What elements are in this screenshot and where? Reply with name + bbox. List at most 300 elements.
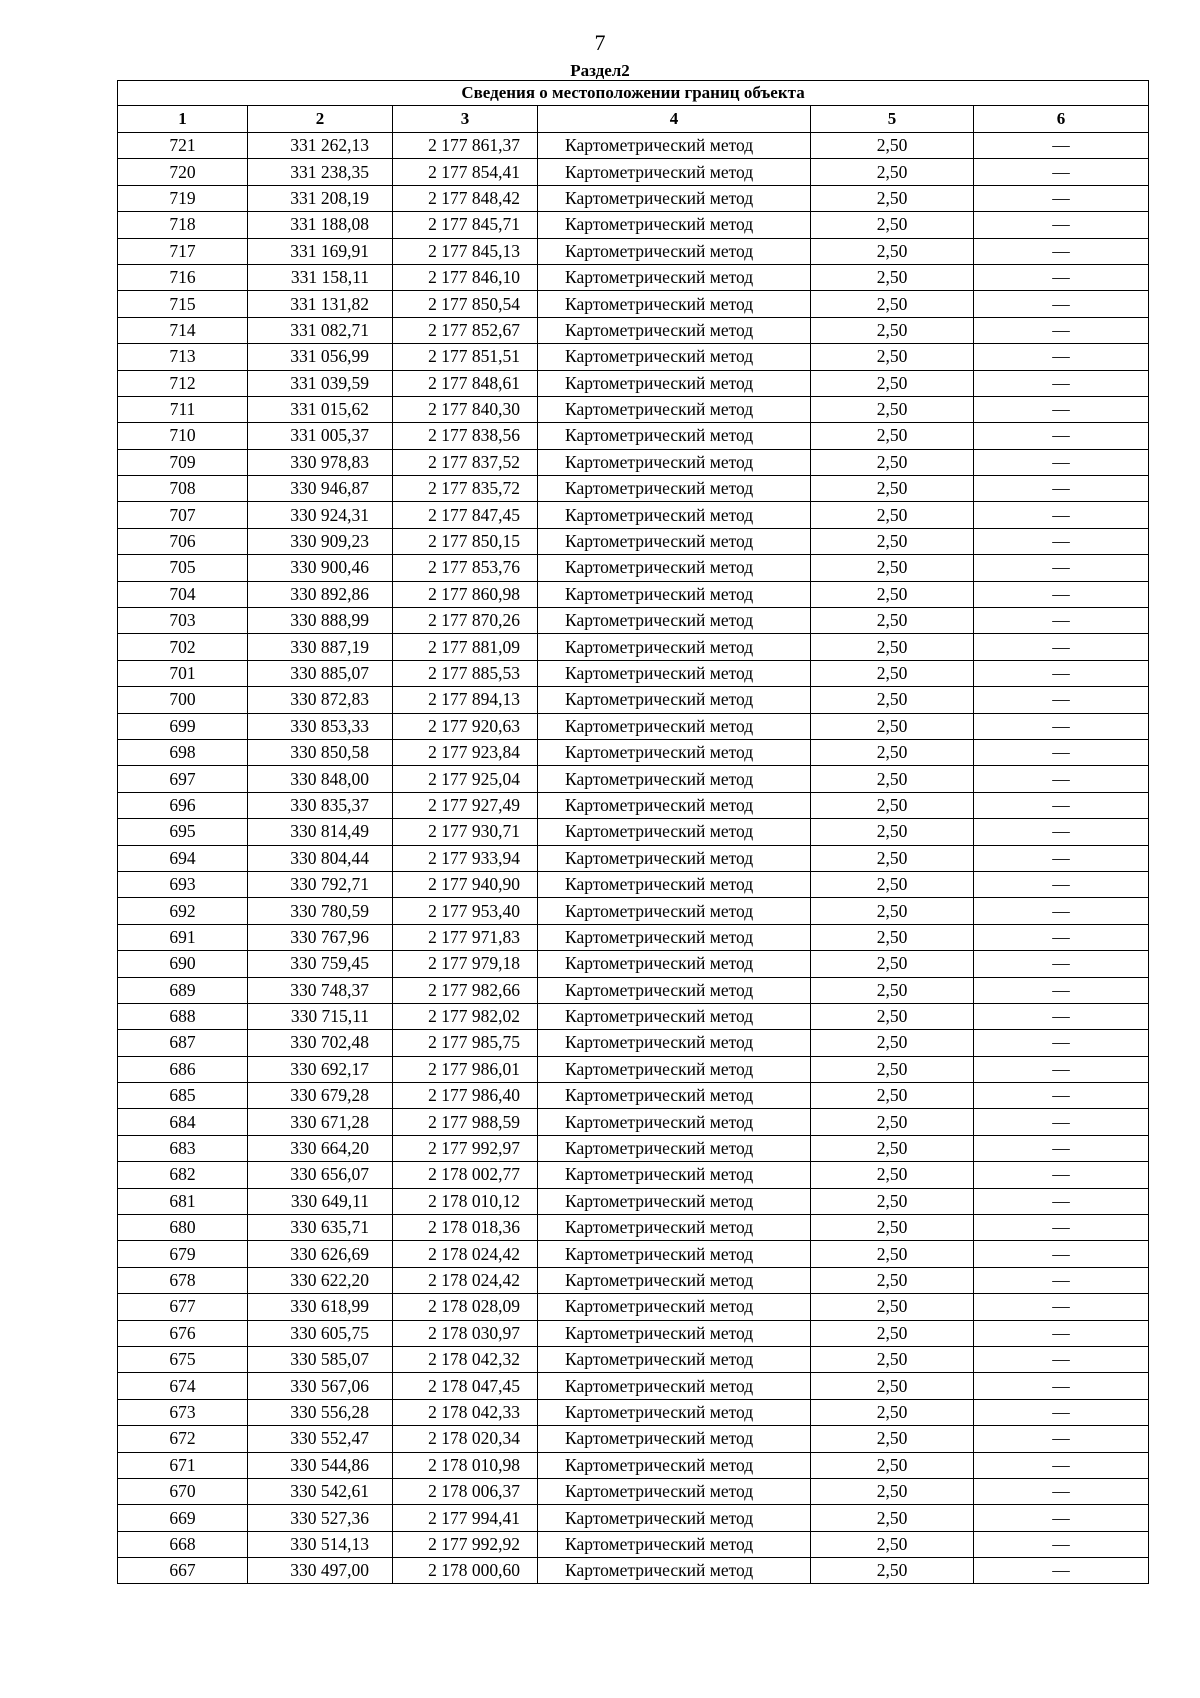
table-row <box>118 1003 1149 1029</box>
description-cell: — <box>974 1478 1149 1504</box>
x-coordinate-cell: 330 585,07 <box>248 1346 393 1372</box>
accuracy-cell: 2,50 <box>811 396 974 422</box>
point-number-cell: 702 <box>118 634 248 660</box>
x-coordinate-cell: 331 208,19 <box>248 185 393 211</box>
method-cell: Картометрический метод <box>538 476 811 502</box>
accuracy-cell: 2,50 <box>811 1109 974 1135</box>
accuracy-cell: 2,50 <box>811 898 974 924</box>
description-cell: — <box>974 1030 1149 1056</box>
point-number-cell: 692 <box>118 898 248 924</box>
x-coordinate-cell: 331 238,35 <box>248 159 393 185</box>
method-cell: Картометрический метод <box>538 528 811 554</box>
description-cell: — <box>974 1241 1149 1267</box>
table-row <box>118 792 1149 818</box>
table-row <box>118 819 1149 845</box>
method-cell: Картометрический метод <box>538 1241 811 1267</box>
table-row <box>118 739 1149 765</box>
x-coordinate-cell: 330 946,87 <box>248 476 393 502</box>
x-coordinate-cell: 330 848,00 <box>248 766 393 792</box>
method-cell: Картометрический метод <box>538 1426 811 1452</box>
table-row <box>118 660 1149 686</box>
y-coordinate-cell: 2 178 018,36 <box>393 1215 538 1241</box>
table-row <box>118 133 1149 159</box>
y-coordinate-cell: 2 177 986,40 <box>393 1083 538 1109</box>
table-row <box>118 766 1149 792</box>
method-cell: Картометрический метод <box>538 1320 811 1346</box>
description-cell: — <box>974 264 1149 290</box>
table-row <box>118 555 1149 581</box>
boundary-coordinates-table <box>117 80 1149 1584</box>
accuracy-cell: 2,50 <box>811 1320 974 1346</box>
x-coordinate-cell: 331 262,13 <box>248 133 393 159</box>
accuracy-cell: 2,50 <box>811 739 974 765</box>
x-coordinate-cell: 330 759,45 <box>248 951 393 977</box>
method-cell: Картометрический метод <box>538 924 811 950</box>
accuracy-cell: 2,50 <box>811 924 974 950</box>
point-number-cell: 672 <box>118 1426 248 1452</box>
point-number-cell: 694 <box>118 845 248 871</box>
description-cell: — <box>974 713 1149 739</box>
y-coordinate-cell: 2 177 853,76 <box>393 555 538 581</box>
y-coordinate-cell: 2 177 992,92 <box>393 1531 538 1557</box>
point-number-cell: 682 <box>118 1162 248 1188</box>
description-cell: — <box>974 1056 1149 1082</box>
description-cell: — <box>974 1399 1149 1425</box>
table-row <box>118 212 1149 238</box>
y-coordinate-cell: 2 178 042,32 <box>393 1346 538 1372</box>
description-cell: — <box>974 951 1149 977</box>
table-caption-row <box>118 81 1149 106</box>
x-coordinate-cell: 330 552,47 <box>248 1426 393 1452</box>
accuracy-cell: 2,50 <box>811 159 974 185</box>
x-coordinate-cell: 330 671,28 <box>248 1109 393 1135</box>
point-number-cell: 695 <box>118 819 248 845</box>
point-number-cell: 683 <box>118 1135 248 1161</box>
y-coordinate-cell: 2 177 971,83 <box>393 924 538 950</box>
point-number-cell: 693 <box>118 871 248 897</box>
description-cell: — <box>974 1003 1149 1029</box>
x-coordinate-cell: 330 909,23 <box>248 528 393 554</box>
accuracy-cell: 2,50 <box>811 1399 974 1425</box>
point-number-cell: 688 <box>118 1003 248 1029</box>
method-cell: Картометрический метод <box>538 1452 811 1478</box>
method-cell: Картометрический метод <box>538 238 811 264</box>
y-coordinate-cell: 2 177 979,18 <box>393 951 538 977</box>
table-row <box>118 1399 1149 1425</box>
method-cell: Картометрический метод <box>538 317 811 343</box>
table-row <box>118 317 1149 343</box>
method-cell: Картометрический метод <box>538 1531 811 1557</box>
table-row <box>118 1452 1149 1478</box>
method-cell: Картометрический метод <box>538 687 811 713</box>
point-number-cell: 671 <box>118 1452 248 1478</box>
description-cell: — <box>974 555 1149 581</box>
description-cell: — <box>974 871 1149 897</box>
accuracy-cell: 2,50 <box>811 1426 974 1452</box>
point-number-cell: 701 <box>118 660 248 686</box>
point-number-cell: 670 <box>118 1478 248 1504</box>
method-cell: Картометрический метод <box>538 1215 811 1241</box>
method-cell: Картометрический метод <box>538 1109 811 1135</box>
point-number-cell: 669 <box>118 1505 248 1531</box>
description-cell: — <box>974 1135 1149 1161</box>
y-coordinate-cell: 2 178 024,42 <box>393 1267 538 1293</box>
method-cell: Картометрический метод <box>538 555 811 581</box>
description-cell: — <box>974 819 1149 845</box>
y-coordinate-cell: 2 177 837,52 <box>393 449 538 475</box>
method-cell: Картометрический метод <box>538 951 811 977</box>
column-header: 6 <box>974 106 1149 133</box>
point-number-cell: 684 <box>118 1109 248 1135</box>
description-cell: — <box>974 1188 1149 1214</box>
point-number-cell: 668 <box>118 1531 248 1557</box>
y-coordinate-cell: 2 177 925,04 <box>393 766 538 792</box>
method-cell: Картометрический метод <box>538 1188 811 1214</box>
description-cell: — <box>974 792 1149 818</box>
accuracy-cell: 2,50 <box>811 766 974 792</box>
point-number-cell: 720 <box>118 159 248 185</box>
accuracy-cell: 2,50 <box>811 1003 974 1029</box>
accuracy-cell: 2,50 <box>811 1241 974 1267</box>
method-cell: Картометрический метод <box>538 185 811 211</box>
point-number-cell: 706 <box>118 528 248 554</box>
method-cell: Картометрический метод <box>538 370 811 396</box>
method-cell: Картометрический метод <box>538 396 811 422</box>
x-coordinate-cell: 330 656,07 <box>248 1162 393 1188</box>
x-coordinate-cell: 330 887,19 <box>248 634 393 660</box>
table-row <box>118 977 1149 1003</box>
accuracy-cell: 2,50 <box>811 819 974 845</box>
x-coordinate-cell: 330 892,86 <box>248 581 393 607</box>
point-number-cell: 700 <box>118 687 248 713</box>
table-row <box>118 871 1149 897</box>
accuracy-cell: 2,50 <box>811 845 974 871</box>
table-row <box>118 1083 1149 1109</box>
x-coordinate-cell: 330 792,71 <box>248 871 393 897</box>
table-row <box>118 238 1149 264</box>
description-cell: — <box>974 396 1149 422</box>
column-header-row <box>118 106 1149 133</box>
table-row <box>118 264 1149 290</box>
x-coordinate-cell: 330 978,83 <box>248 449 393 475</box>
description-cell: — <box>974 528 1149 554</box>
y-coordinate-cell: 2 177 847,45 <box>393 502 538 528</box>
method-cell: Картометрический метод <box>538 291 811 317</box>
table-row <box>118 1109 1149 1135</box>
point-number-cell: 709 <box>118 449 248 475</box>
accuracy-cell: 2,50 <box>811 555 974 581</box>
y-coordinate-cell: 2 177 848,42 <box>393 185 538 211</box>
description-cell: — <box>974 845 1149 871</box>
method-cell: Картометрический метод <box>538 449 811 475</box>
description-cell: — <box>974 1294 1149 1320</box>
x-coordinate-cell: 331 039,59 <box>248 370 393 396</box>
table-row <box>118 1267 1149 1293</box>
accuracy-cell: 2,50 <box>811 291 974 317</box>
x-coordinate-cell: 331 158,11 <box>248 264 393 290</box>
table-row <box>118 687 1149 713</box>
y-coordinate-cell: 2 177 840,30 <box>393 396 538 422</box>
accuracy-cell: 2,50 <box>811 502 974 528</box>
y-coordinate-cell: 2 178 002,77 <box>393 1162 538 1188</box>
method-cell: Картометрический метод <box>538 1346 811 1372</box>
accuracy-cell: 2,50 <box>811 977 974 1003</box>
x-coordinate-cell: 330 497,00 <box>248 1558 393 1584</box>
point-number-cell: 681 <box>118 1188 248 1214</box>
y-coordinate-cell: 2 177 838,56 <box>393 423 538 449</box>
description-cell: — <box>974 898 1149 924</box>
y-coordinate-cell: 2 177 854,41 <box>393 159 538 185</box>
method-cell: Картометрический метод <box>538 845 811 871</box>
point-number-cell: 677 <box>118 1294 248 1320</box>
description-cell: — <box>974 687 1149 713</box>
accuracy-cell: 2,50 <box>811 687 974 713</box>
table-row <box>118 898 1149 924</box>
method-cell: Картометрический метод <box>538 977 811 1003</box>
column-header: 3 <box>393 106 538 133</box>
point-number-cell: 704 <box>118 581 248 607</box>
accuracy-cell: 2,50 <box>811 1478 974 1504</box>
y-coordinate-cell: 2 178 010,12 <box>393 1188 538 1214</box>
x-coordinate-cell: 331 082,71 <box>248 317 393 343</box>
table-row <box>118 1373 1149 1399</box>
x-coordinate-cell: 330 649,11 <box>248 1188 393 1214</box>
accuracy-cell: 2,50 <box>811 185 974 211</box>
x-coordinate-cell: 330 622,20 <box>248 1267 393 1293</box>
method-cell: Картометрический метод <box>538 1030 811 1056</box>
x-coordinate-cell: 331 169,91 <box>248 238 393 264</box>
accuracy-cell: 2,50 <box>811 476 974 502</box>
x-coordinate-cell: 330 885,07 <box>248 660 393 686</box>
accuracy-cell: 2,50 <box>811 713 974 739</box>
accuracy-cell: 2,50 <box>811 1452 974 1478</box>
accuracy-cell: 2,50 <box>811 1373 974 1399</box>
description-cell: — <box>974 1452 1149 1478</box>
description-cell: — <box>974 423 1149 449</box>
x-coordinate-cell: 330 804,44 <box>248 845 393 871</box>
point-number-cell: 676 <box>118 1320 248 1346</box>
method-cell: Картометрический метод <box>538 423 811 449</box>
method-cell: Картометрический метод <box>538 792 811 818</box>
table-row <box>118 1241 1149 1267</box>
y-coordinate-cell: 2 178 028,09 <box>393 1294 538 1320</box>
x-coordinate-cell: 330 767,96 <box>248 924 393 950</box>
description-cell: — <box>974 1373 1149 1399</box>
method-cell: Картометрический метод <box>538 1083 811 1109</box>
description-cell: — <box>974 344 1149 370</box>
point-number-cell: 719 <box>118 185 248 211</box>
method-cell: Картометрический метод <box>538 264 811 290</box>
y-coordinate-cell: 2 177 985,75 <box>393 1030 538 1056</box>
table-row <box>118 845 1149 871</box>
point-number-cell: 678 <box>118 1267 248 1293</box>
y-coordinate-cell: 2 177 850,54 <box>393 291 538 317</box>
y-coordinate-cell: 2 177 982,02 <box>393 1003 538 1029</box>
table-row <box>118 924 1149 950</box>
method-cell: Картометрический метод <box>538 1135 811 1161</box>
x-coordinate-cell: 330 900,46 <box>248 555 393 581</box>
point-number-cell: 680 <box>118 1215 248 1241</box>
method-cell: Картометрический метод <box>538 502 811 528</box>
point-number-cell: 696 <box>118 792 248 818</box>
point-number-cell: 715 <box>118 291 248 317</box>
point-number-cell: 703 <box>118 608 248 634</box>
accuracy-cell: 2,50 <box>811 1294 974 1320</box>
y-coordinate-cell: 2 177 835,72 <box>393 476 538 502</box>
y-coordinate-cell: 2 177 852,67 <box>393 317 538 343</box>
page-number: 7 <box>594 30 606 55</box>
accuracy-cell: 2,50 <box>811 634 974 660</box>
table-row <box>118 581 1149 607</box>
method-cell: Картометрический метод <box>538 819 811 845</box>
x-coordinate-cell: 330 567,06 <box>248 1373 393 1399</box>
method-cell: Картометрический метод <box>538 1267 811 1293</box>
method-cell: Картометрический метод <box>538 660 811 686</box>
accuracy-cell: 2,50 <box>811 1346 974 1372</box>
table-row <box>118 502 1149 528</box>
description-cell: — <box>974 1162 1149 1188</box>
description-cell: — <box>974 1109 1149 1135</box>
y-coordinate-cell: 2 177 920,63 <box>393 713 538 739</box>
description-cell: — <box>974 608 1149 634</box>
x-coordinate-cell: 330 715,11 <box>248 1003 393 1029</box>
table-row <box>118 528 1149 554</box>
point-number-cell: 718 <box>118 212 248 238</box>
x-coordinate-cell: 330 850,58 <box>248 739 393 765</box>
x-coordinate-cell: 330 556,28 <box>248 1399 393 1425</box>
accuracy-cell: 2,50 <box>811 1267 974 1293</box>
method-cell: Картометрический метод <box>538 1399 811 1425</box>
point-number-cell: 712 <box>118 370 248 396</box>
table-row <box>118 1531 1149 1557</box>
y-coordinate-cell: 2 178 030,97 <box>393 1320 538 1346</box>
x-coordinate-cell: 330 635,71 <box>248 1215 393 1241</box>
accuracy-cell: 2,50 <box>811 344 974 370</box>
accuracy-cell: 2,50 <box>811 660 974 686</box>
method-cell: Картометрический метод <box>538 1558 811 1584</box>
x-coordinate-cell: 330 605,75 <box>248 1320 393 1346</box>
table-row <box>118 1320 1149 1346</box>
x-coordinate-cell: 331 131,82 <box>248 291 393 317</box>
x-coordinate-cell: 330 664,20 <box>248 1135 393 1161</box>
y-coordinate-cell: 2 177 994,41 <box>393 1505 538 1531</box>
table-body <box>118 133 1149 1584</box>
point-number-cell: 714 <box>118 317 248 343</box>
y-coordinate-cell: 2 177 861,37 <box>393 133 538 159</box>
x-coordinate-cell: 330 702,48 <box>248 1030 393 1056</box>
x-coordinate-cell: 330 679,28 <box>248 1083 393 1109</box>
y-coordinate-cell: 2 178 047,45 <box>393 1373 538 1399</box>
table-row <box>118 1478 1149 1504</box>
x-coordinate-cell: 331 005,37 <box>248 423 393 449</box>
description-cell: — <box>974 317 1149 343</box>
table-row <box>118 423 1149 449</box>
point-number-cell: 673 <box>118 1399 248 1425</box>
point-number-cell: 713 <box>118 344 248 370</box>
accuracy-cell: 2,50 <box>811 1030 974 1056</box>
y-coordinate-cell: 2 177 930,71 <box>393 819 538 845</box>
description-cell: — <box>974 977 1149 1003</box>
accuracy-cell: 2,50 <box>811 1056 974 1082</box>
point-number-cell: 691 <box>118 924 248 950</box>
x-coordinate-cell: 330 692,17 <box>248 1056 393 1082</box>
description-cell: — <box>974 581 1149 607</box>
y-coordinate-cell: 2 177 953,40 <box>393 898 538 924</box>
accuracy-cell: 2,50 <box>811 212 974 238</box>
description-cell: — <box>974 766 1149 792</box>
description-cell: — <box>974 924 1149 950</box>
table-row <box>118 1426 1149 1452</box>
description-cell: — <box>974 1426 1149 1452</box>
method-cell: Картометрический метод <box>538 581 811 607</box>
table-row <box>118 608 1149 634</box>
y-coordinate-cell: 2 177 988,59 <box>393 1109 538 1135</box>
y-coordinate-cell: 2 177 860,98 <box>393 581 538 607</box>
accuracy-cell: 2,50 <box>811 1505 974 1531</box>
accuracy-cell: 2,50 <box>811 449 974 475</box>
y-coordinate-cell: 2 177 885,53 <box>393 660 538 686</box>
y-coordinate-cell: 2 177 848,61 <box>393 370 538 396</box>
table-row <box>118 1162 1149 1188</box>
accuracy-cell: 2,50 <box>811 317 974 343</box>
accuracy-cell: 2,50 <box>811 1083 974 1109</box>
method-cell: Картометрический метод <box>538 1056 811 1082</box>
table-row <box>118 1030 1149 1056</box>
y-coordinate-cell: 2 177 986,01 <box>393 1056 538 1082</box>
table-caption: Сведения о местоположении границ объекта <box>118 81 1149 106</box>
table-row <box>118 344 1149 370</box>
method-cell: Картометрический метод <box>538 212 811 238</box>
method-cell: Картометрический метод <box>538 133 811 159</box>
y-coordinate-cell: 2 177 851,51 <box>393 344 538 370</box>
point-number-cell: 698 <box>118 739 248 765</box>
point-number-cell: 679 <box>118 1241 248 1267</box>
accuracy-cell: 2,50 <box>811 1162 974 1188</box>
x-coordinate-cell: 330 872,83 <box>248 687 393 713</box>
y-coordinate-cell: 2 178 042,33 <box>393 1399 538 1425</box>
y-coordinate-cell: 2 177 933,94 <box>393 845 538 871</box>
table-row <box>118 1346 1149 1372</box>
method-cell: Картометрический метод <box>538 608 811 634</box>
accuracy-cell: 2,50 <box>811 238 974 264</box>
accuracy-cell: 2,50 <box>811 370 974 396</box>
table-row <box>118 476 1149 502</box>
method-cell: Картометрический метод <box>538 1505 811 1531</box>
y-coordinate-cell: 2 177 846,10 <box>393 264 538 290</box>
table-row <box>118 396 1149 422</box>
method-cell: Картометрический метод <box>538 634 811 660</box>
description-cell: — <box>974 1267 1149 1293</box>
method-cell: Картометрический метод <box>538 1003 811 1029</box>
accuracy-cell: 2,50 <box>811 1188 974 1214</box>
method-cell: Картометрический метод <box>538 871 811 897</box>
point-number-cell: 690 <box>118 951 248 977</box>
y-coordinate-cell: 2 177 940,90 <box>393 871 538 897</box>
description-cell: — <box>974 159 1149 185</box>
point-number-cell: 716 <box>118 264 248 290</box>
column-header: 1 <box>118 106 248 133</box>
column-header: 2 <box>248 106 393 133</box>
table-row <box>118 185 1149 211</box>
y-coordinate-cell: 2 177 845,71 <box>393 212 538 238</box>
method-cell: Картометрический метод <box>538 898 811 924</box>
accuracy-cell: 2,50 <box>811 1215 974 1241</box>
column-header: 5 <box>811 106 974 133</box>
description-cell: — <box>974 1346 1149 1372</box>
y-coordinate-cell: 2 177 870,26 <box>393 608 538 634</box>
table-row <box>118 1056 1149 1082</box>
section-title: Раздел2 <box>570 61 630 80</box>
